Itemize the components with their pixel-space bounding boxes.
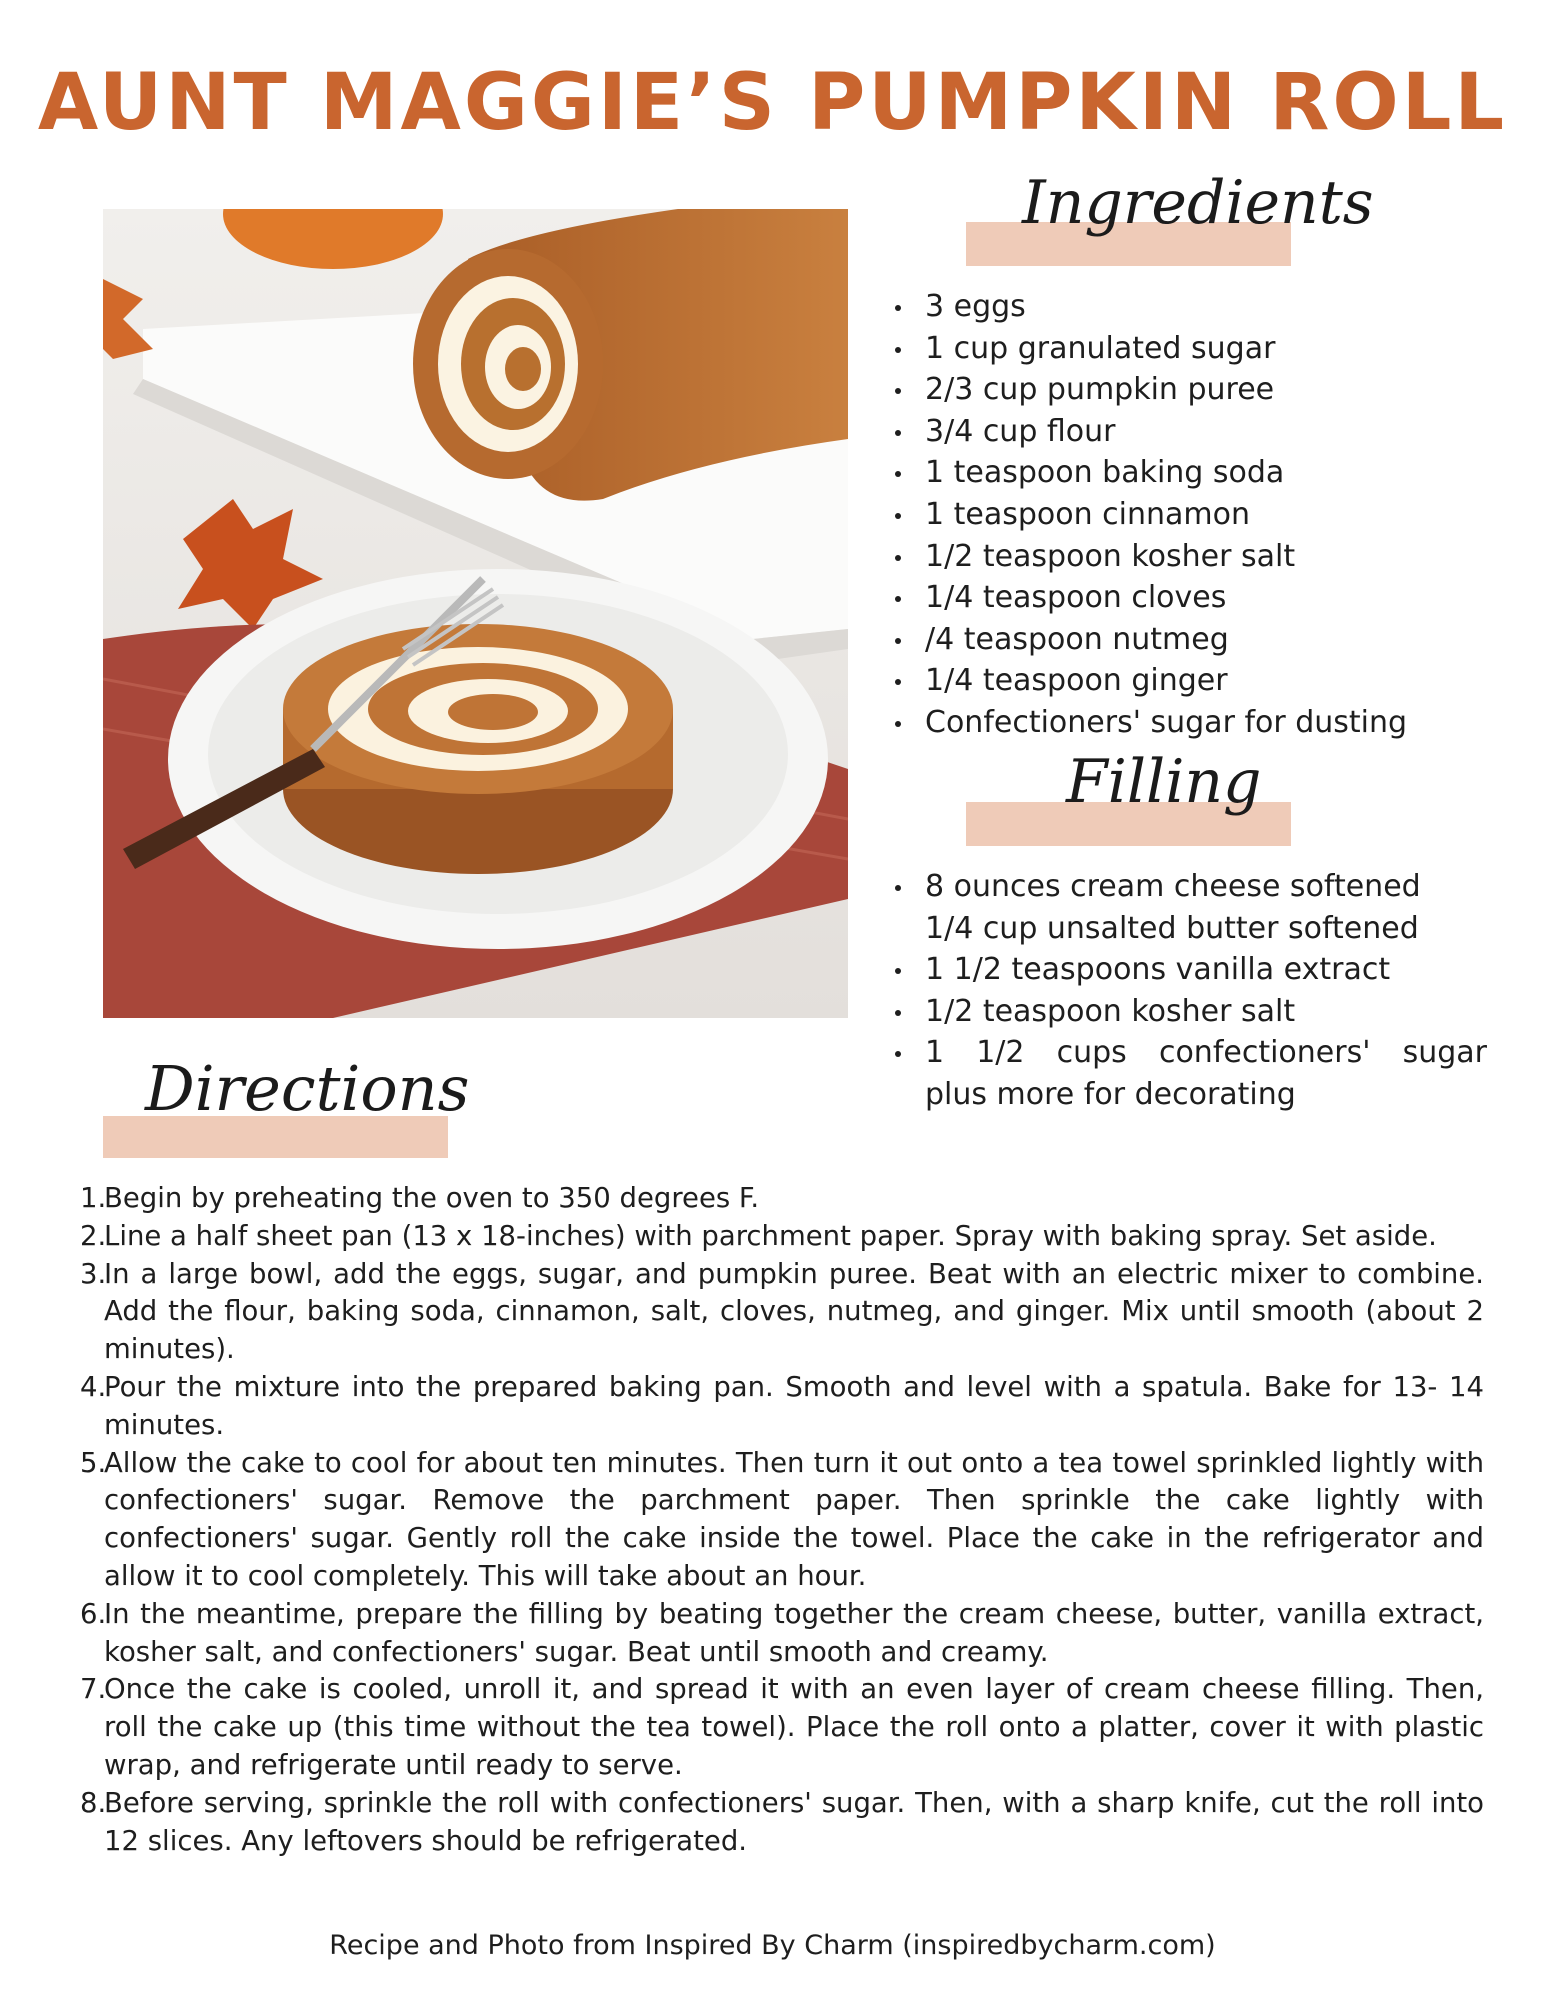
ingredient-item: 1 teaspoon cinnamon — [893, 494, 1493, 536]
step-text: Before serving, sprinkle the roll with confectioners' sugar. Then, with a sharp knife, cut the roll into 12 slices. Any leftovers should be refrigerated. — [104, 1786, 1484, 1857]
ingredient-item: 3/4 cup flour — [893, 411, 1493, 453]
filling-item: 1/4 cup unsalted butter softened — [925, 910, 1419, 946]
page-title: AUNT MAGGIE’S PUMPKIN ROLL — [37, 58, 1508, 148]
step-number: 6. — [80, 1597, 107, 1630]
pumpkin-roll-photo — [103, 209, 848, 1018]
step-text: Pour the mixture into the prepared baking pan. Smooth and level with a spatula. Bake for 13- 14 minutes. — [104, 1370, 1484, 1441]
filling-heading-label: Filling — [1066, 747, 1262, 817]
filling-item: 1 1/2 cups confectioners' sugar — [893, 1032, 1487, 1074]
filling-item: 8 ounces cream cheese softened — [893, 866, 1487, 908]
filling-heading — [966, 745, 1291, 850]
ingredient-item: 1/4 teaspoon ginger — [893, 660, 1493, 702]
step-text: In a large bowl, add the eggs, sugar, and pumpkin puree. Beat with an electric mixer to combine. Add the flour, baking soda, cinnamon, salt, cloves, nutmeg, and ginger. Mix until smooth (about 2 minutes). — [104, 1257, 1484, 1366]
ingredient-item: /4 teaspoon nutmeg — [893, 619, 1493, 661]
directions-heading-label: Directions — [145, 1052, 470, 1125]
direction-step — [72, 1596, 1484, 1672]
ingredient-item: 1/2 teaspoon kosher salt — [893, 536, 1493, 578]
step-number: 2. — [80, 1219, 107, 1252]
ingredients-list — [893, 286, 1493, 744]
ingredient-item: 3 eggs — [893, 286, 1493, 328]
direction-step — [72, 1445, 1484, 1596]
ingredient-item: Confectioners' sugar for dusting — [893, 702, 1493, 744]
step-text: In the meantime, prepare the filling by beating together the cream cheese, butter, vanilla extract, kosher salt, and confectioners' sugar. Beat until smooth and creamy. — [104, 1597, 1484, 1668]
source-credit: Recipe and Photo from Inspired By Charm (inspiredbycharm.com) — [329, 1930, 1216, 1961]
step-text: Begin by preheating the oven to 350 degrees F. — [104, 1182, 760, 1214]
filling-item: 1/2 teaspoon kosher salt — [893, 991, 1487, 1033]
step-number: 7. — [80, 1673, 107, 1706]
step-number: 4. — [80, 1370, 107, 1403]
step-text: Allow the cake to cool for about ten minutes. Then turn it out onto a tea towel sprinkled lightly with confectioners' sugar. Remove the parchment paper. Then sprinkle the cake lightly with confectioners' sugar. Gently roll the cake inside the towel. Place the cake in the refrigerator and allow it to cool completely. This will take about an hour. — [104, 1446, 1484, 1592]
filling-item: 1 1/2 teaspoons vanilla extract — [893, 949, 1487, 991]
ingredient-item: 2/3 cup pumpkin puree — [893, 369, 1493, 411]
step-number: 3. — [80, 1257, 107, 1290]
ingredients-heading — [966, 160, 1374, 270]
step-number: 8. — [80, 1786, 107, 1819]
ingredient-item: 1/4 teaspoon cloves — [893, 577, 1493, 619]
ingredient-item: 1 cup granulated sugar — [893, 328, 1493, 370]
pumpkin-roll-illustration — [103, 209, 848, 1018]
step-number: 1. — [80, 1182, 107, 1214]
ingredient-item: 1 teaspoon baking soda — [893, 452, 1493, 494]
step-text: Once the cake is cooled, unroll it, and spread it with an even layer of cream cheese filling. Then, roll the cake up (this time without the tea towel). Place the roll onto a platter, cover it with plastic wrap, and refrigerate until ready to serve. — [104, 1673, 1484, 1781]
directions-list — [72, 1180, 1484, 1860]
step-text: Line a half sheet pan (13 x 18-inches) with parchment paper. Spray with baking spray. Set aside. — [104, 1219, 1437, 1252]
direction-step — [72, 1785, 1484, 1861]
directions-heading — [103, 1040, 470, 1160]
ingredients-heading-label: Ingredients — [1022, 168, 1374, 238]
filling-list — [893, 866, 1487, 1116]
direction-step — [72, 1256, 1484, 1369]
step-number: 5. — [80, 1446, 107, 1479]
filling-item: plus more for decorating — [925, 1076, 1296, 1112]
direction-step — [72, 1369, 1484, 1445]
direction-step — [72, 1180, 1484, 1218]
direction-step — [72, 1218, 1484, 1256]
direction-step — [72, 1671, 1484, 1784]
